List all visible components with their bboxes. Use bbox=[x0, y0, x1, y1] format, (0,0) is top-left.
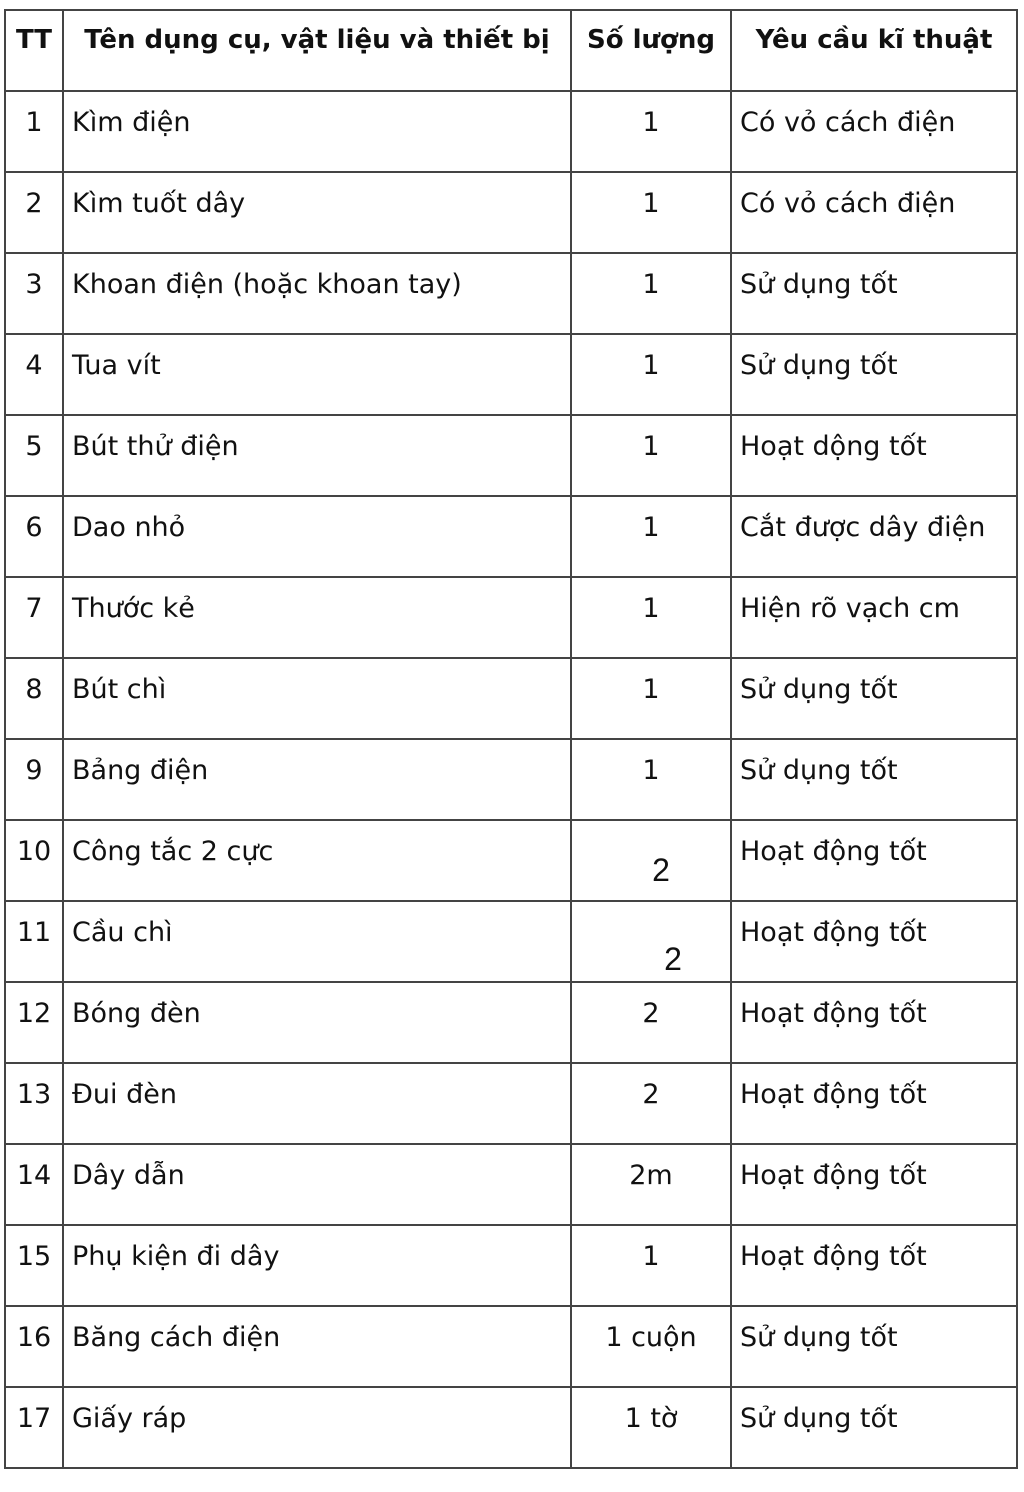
row-tt: 16 bbox=[5, 1306, 63, 1387]
row-requirement: Cắt được dây điện bbox=[731, 496, 1017, 577]
row-name: Bóng đèn bbox=[63, 982, 571, 1063]
header-quantity: Số lượng bbox=[571, 10, 731, 91]
table-row bbox=[5, 172, 1017, 253]
row-tt: 13 bbox=[5, 1063, 63, 1144]
row-tt: 9 bbox=[5, 739, 63, 820]
row-quantity: 1 bbox=[571, 334, 731, 415]
row-quantity: 1 bbox=[571, 253, 731, 334]
row-requirement: Sử dụng tốt bbox=[731, 739, 1017, 820]
row-tt: 1 bbox=[5, 91, 63, 172]
row-requirement: Sử dụng tốt bbox=[731, 1306, 1017, 1387]
row-quantity: 1 bbox=[571, 739, 731, 820]
table-row bbox=[5, 1306, 1017, 1387]
row-tt: 12 bbox=[5, 982, 63, 1063]
row-name: Bút thử điện bbox=[63, 415, 571, 496]
row-quantity: 2 bbox=[571, 982, 731, 1063]
table-row bbox=[5, 415, 1017, 496]
row-quantity: 1 bbox=[571, 91, 731, 172]
row-name: Đui đèn bbox=[63, 1063, 571, 1144]
table-row bbox=[5, 1387, 1017, 1468]
header-name: Tên dụng cụ, vật liệu và thiết bị bbox=[63, 10, 571, 91]
row-quantity bbox=[571, 901, 731, 982]
row-requirement: Hoạt động tốt bbox=[731, 1225, 1017, 1306]
table-row bbox=[5, 1063, 1017, 1144]
row-requirement: Hiện rõ vạch cm bbox=[731, 577, 1017, 658]
equipment-table-container bbox=[4, 9, 1016, 1483]
quantity-value: 2 bbox=[664, 941, 682, 977]
table-row bbox=[5, 91, 1017, 172]
row-requirement: Sử dụng tốt bbox=[731, 658, 1017, 739]
row-requirement: Hoạt dộng tốt bbox=[731, 415, 1017, 496]
row-quantity: 2 bbox=[571, 1063, 731, 1144]
row-name: Dao nhỏ bbox=[63, 496, 571, 577]
row-quantity: 1 tờ bbox=[571, 1387, 731, 1468]
row-tt: 11 bbox=[5, 901, 63, 982]
row-requirement: Hoạt động tốt bbox=[731, 820, 1017, 901]
row-tt: 14 bbox=[5, 1144, 63, 1225]
table-row bbox=[5, 658, 1017, 739]
row-tt: 17 bbox=[5, 1387, 63, 1468]
table-row bbox=[5, 820, 1017, 901]
header-tt: TT bbox=[5, 10, 63, 91]
row-quantity: 2m bbox=[571, 1144, 731, 1225]
row-tt: 8 bbox=[5, 658, 63, 739]
row-name: Bảng điện bbox=[63, 739, 571, 820]
row-name: Băng cách điện bbox=[63, 1306, 571, 1387]
row-tt: 6 bbox=[5, 496, 63, 577]
row-tt: 2 bbox=[5, 172, 63, 253]
row-requirement: Có vỏ cách điện bbox=[731, 91, 1017, 172]
row-name: Phụ kiện đi dây bbox=[63, 1225, 571, 1306]
row-name: Cầu chì bbox=[63, 901, 571, 982]
quantity-value: 2 bbox=[652, 852, 670, 888]
table-row bbox=[5, 1225, 1017, 1306]
row-requirement: Hoạt động tốt bbox=[731, 901, 1017, 982]
row-tt: 15 bbox=[5, 1225, 63, 1306]
row-requirement: Sử dụng tốt bbox=[731, 253, 1017, 334]
row-requirement: Hoạt động tốt bbox=[731, 982, 1017, 1063]
row-name: Khoan điện (hoặc khoan tay) bbox=[63, 253, 571, 334]
row-requirement: Có vỏ cách điện bbox=[731, 172, 1017, 253]
row-quantity: 1 bbox=[571, 172, 731, 253]
equipment-table bbox=[4, 9, 1018, 1469]
row-name: Kìm tuốt dây bbox=[63, 172, 571, 253]
table-row bbox=[5, 577, 1017, 658]
table-row bbox=[5, 1144, 1017, 1225]
row-quantity: 1 bbox=[571, 577, 731, 658]
row-name: Dây dẫn bbox=[63, 1144, 571, 1225]
header-requirement: Yêu cầu kĩ thuật bbox=[731, 10, 1017, 91]
row-tt: 4 bbox=[5, 334, 63, 415]
row-name: Kìm điện bbox=[63, 91, 571, 172]
row-name: Thước kẻ bbox=[63, 577, 571, 658]
row-name: Bút chì bbox=[63, 658, 571, 739]
table-row bbox=[5, 253, 1017, 334]
row-tt: 10 bbox=[5, 820, 63, 901]
row-requirement: Sử dụng tốt bbox=[731, 334, 1017, 415]
row-quantity: 1 bbox=[571, 415, 731, 496]
row-tt: 3 bbox=[5, 253, 63, 334]
row-tt: 5 bbox=[5, 415, 63, 496]
row-quantity: 1 bbox=[571, 496, 731, 577]
row-quantity bbox=[571, 820, 731, 901]
row-requirement: Hoạt động tốt bbox=[731, 1144, 1017, 1225]
row-quantity: 1 bbox=[571, 658, 731, 739]
row-name: Tua vít bbox=[63, 334, 571, 415]
row-tt: 7 bbox=[5, 577, 63, 658]
table-row bbox=[5, 334, 1017, 415]
row-name: Công tắc 2 cực bbox=[63, 820, 571, 901]
table-row bbox=[5, 496, 1017, 577]
table-header-row bbox=[5, 10, 1017, 91]
table-row bbox=[5, 982, 1017, 1063]
row-requirement: Hoạt động tốt bbox=[731, 1063, 1017, 1144]
table-row bbox=[5, 901, 1017, 982]
row-requirement: Sử dụng tốt bbox=[731, 1387, 1017, 1468]
row-name: Giấy ráp bbox=[63, 1387, 571, 1468]
row-quantity: 1 bbox=[571, 1225, 731, 1306]
row-quantity: 1 cuộn bbox=[571, 1306, 731, 1387]
table-row bbox=[5, 739, 1017, 820]
